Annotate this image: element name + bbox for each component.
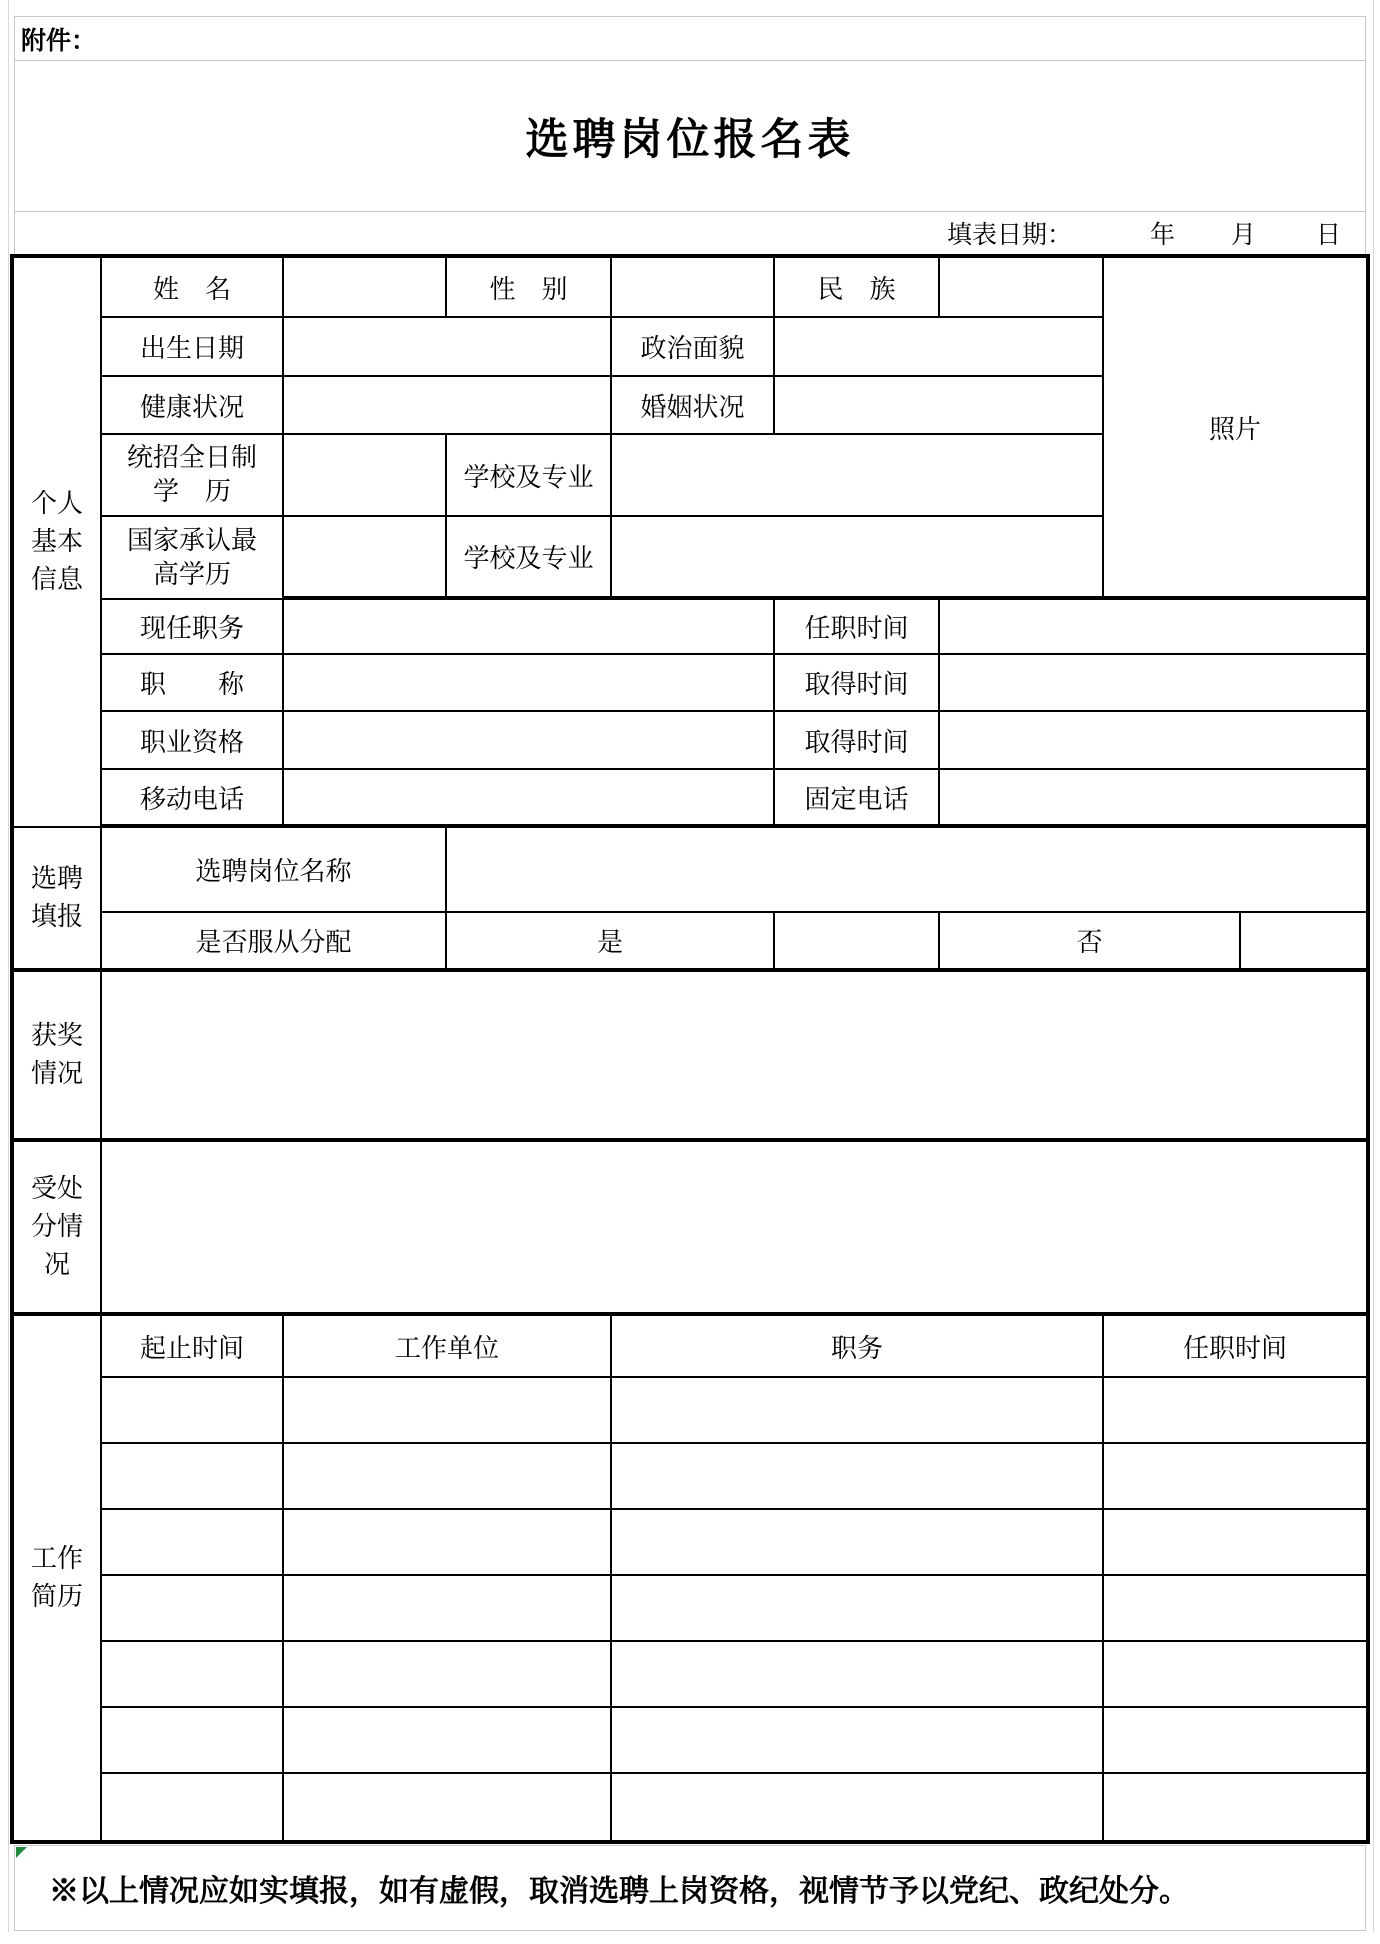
highest-degree-value-cell[interactable] (284, 517, 447, 600)
page-title: 选聘岗位报名表 (525, 116, 855, 164)
discipline-content-cell[interactable] (102, 1142, 1366, 1316)
prof-title-value-cell[interactable] (284, 655, 775, 712)
obey-no-check-cell[interactable] (1241, 913, 1366, 972)
vocational-cert-value-cell[interactable] (284, 712, 775, 770)
work-row-tenure-cell[interactable] (1104, 1378, 1366, 1444)
highest-degree-label: 国家承认最高学历 (102, 517, 284, 600)
tenure-time-label: 任职时间 (775, 600, 940, 655)
health-label: 健康状况 (102, 377, 284, 435)
fulltime-school-major-value-cell[interactable] (612, 435, 1104, 517)
position-name-label: 选聘岗位名称 (102, 828, 447, 913)
work-header-position: 职务 (612, 1316, 1104, 1378)
date-day-label: 日 (1315, 222, 1341, 249)
name-value-cell[interactable] (284, 258, 447, 318)
work-row-tenure-cell[interactable] (1104, 1576, 1366, 1642)
section-awards: 获奖情况 (14, 972, 102, 1142)
work-row-position-cell[interactable] (612, 1642, 1104, 1708)
work-row-period-cell[interactable] (102, 1642, 284, 1708)
spreadsheet-error-corner-icon (16, 1847, 27, 1858)
fixed-phone-value-cell[interactable] (940, 770, 1366, 828)
photo-cell[interactable]: 照片 (1104, 258, 1366, 600)
ethnicity-label: 民 族 (775, 258, 940, 318)
highest-school-major-label: 学校及专业 (447, 517, 612, 600)
fixed-phone-label: 固定电话 (775, 770, 940, 828)
marital-value-cell[interactable] (775, 377, 1104, 435)
gender-value-cell[interactable] (612, 258, 775, 318)
date-row (14, 211, 1366, 254)
position-name-value-cell[interactable] (447, 828, 1366, 913)
work-row-employer-cell[interactable] (284, 1708, 612, 1774)
work-row-tenure-cell[interactable] (1104, 1708, 1366, 1774)
title-obtain-time-value-cell[interactable] (940, 655, 1366, 712)
cert-obtain-time-label: 取得时间 (775, 712, 940, 770)
marital-label: 婚姻状况 (612, 377, 775, 435)
work-row-period-cell[interactable] (102, 1708, 284, 1774)
vocational-cert-label: 职业资格 (102, 712, 284, 770)
footer-note-text: ※以上情况应如实填报，如有虚假，取消选聘上岗资格，视情节予以党纪、政纪处分。 (49, 1875, 1189, 1908)
current-position-value-cell[interactable] (284, 600, 775, 655)
work-header-period: 起止时间 (102, 1316, 284, 1378)
obey-yes-check-cell[interactable] (775, 913, 940, 972)
fulltime-degree-value-cell[interactable] (284, 435, 447, 517)
work-header-employer: 工作单位 (284, 1316, 612, 1378)
date-year-label: 年 (1149, 222, 1175, 249)
work-row-tenure-cell[interactable] (1104, 1774, 1366, 1840)
work-row-tenure-cell[interactable] (1104, 1444, 1366, 1510)
highest-school-major-value-cell[interactable] (612, 517, 1104, 600)
name-label: 姓 名 (102, 258, 284, 318)
work-row-employer-cell[interactable] (284, 1444, 612, 1510)
work-row-position-cell[interactable] (612, 1510, 1104, 1576)
cert-obtain-time-value-cell[interactable] (940, 712, 1366, 770)
section-discipline: 受处分情况 (14, 1142, 102, 1316)
date-month-label: 月 (1230, 222, 1256, 249)
political-status-label: 政治面貌 (612, 318, 775, 377)
attachment-label: 附件： (21, 27, 97, 55)
attachment-bar (14, 16, 1366, 61)
title-bar (14, 60, 1366, 212)
date-label: 填表日期： (946, 222, 1072, 249)
work-row-position-cell[interactable] (612, 1708, 1104, 1774)
tenure-time-value-cell[interactable] (940, 600, 1366, 655)
work-row-position-cell[interactable] (612, 1576, 1104, 1642)
work-row-employer-cell[interactable] (284, 1378, 612, 1444)
awards-content-cell[interactable] (102, 972, 1366, 1142)
work-row-tenure-cell[interactable] (1104, 1510, 1366, 1576)
prof-title-label: 职 称 (102, 655, 284, 712)
work-row-position-cell[interactable] (612, 1444, 1104, 1510)
work-header-tenure: 任职时间 (1104, 1316, 1366, 1378)
section-application: 选聘填报 (14, 828, 102, 972)
section-personal-info: 个人基本信息 (14, 258, 102, 828)
work-row-period-cell[interactable] (102, 1378, 284, 1444)
work-row-period-cell[interactable] (102, 1774, 284, 1840)
birth-date-value-cell[interactable] (284, 318, 612, 377)
obey-yes-option[interactable]: 是 (447, 913, 775, 972)
work-row-employer-cell[interactable] (284, 1642, 612, 1708)
footer-note-bar (14, 1845, 1366, 1931)
title-obtain-time-label: 取得时间 (775, 655, 940, 712)
gender-label: 性 别 (447, 258, 612, 318)
work-row-period-cell[interactable] (102, 1510, 284, 1576)
mobile-phone-value-cell[interactable] (284, 770, 775, 828)
application-form-table (10, 254, 1370, 1844)
fulltime-degree-label: 统招全日制学 历 (102, 435, 284, 517)
work-row-period-cell[interactable] (102, 1444, 284, 1510)
ethnicity-value-cell[interactable] (940, 258, 1104, 318)
work-row-employer-cell[interactable] (284, 1510, 612, 1576)
current-position-label: 现任职务 (102, 600, 284, 655)
work-row-tenure-cell[interactable] (1104, 1642, 1366, 1708)
work-row-position-cell[interactable] (612, 1378, 1104, 1444)
work-row-employer-cell[interactable] (284, 1774, 612, 1840)
obey-assignment-label: 是否服从分配 (102, 913, 447, 972)
section-work-history: 工作简历 (14, 1316, 102, 1840)
obey-no-option[interactable]: 否 (940, 913, 1241, 972)
fulltime-school-major-label: 学校及专业 (447, 435, 612, 517)
work-row-employer-cell[interactable] (284, 1576, 612, 1642)
work-row-position-cell[interactable] (612, 1774, 1104, 1840)
mobile-phone-label: 移动电话 (102, 770, 284, 828)
work-row-period-cell[interactable] (102, 1576, 284, 1642)
political-status-value-cell[interactable] (775, 318, 1104, 377)
health-value-cell[interactable] (284, 377, 612, 435)
birth-date-label: 出生日期 (102, 318, 284, 377)
